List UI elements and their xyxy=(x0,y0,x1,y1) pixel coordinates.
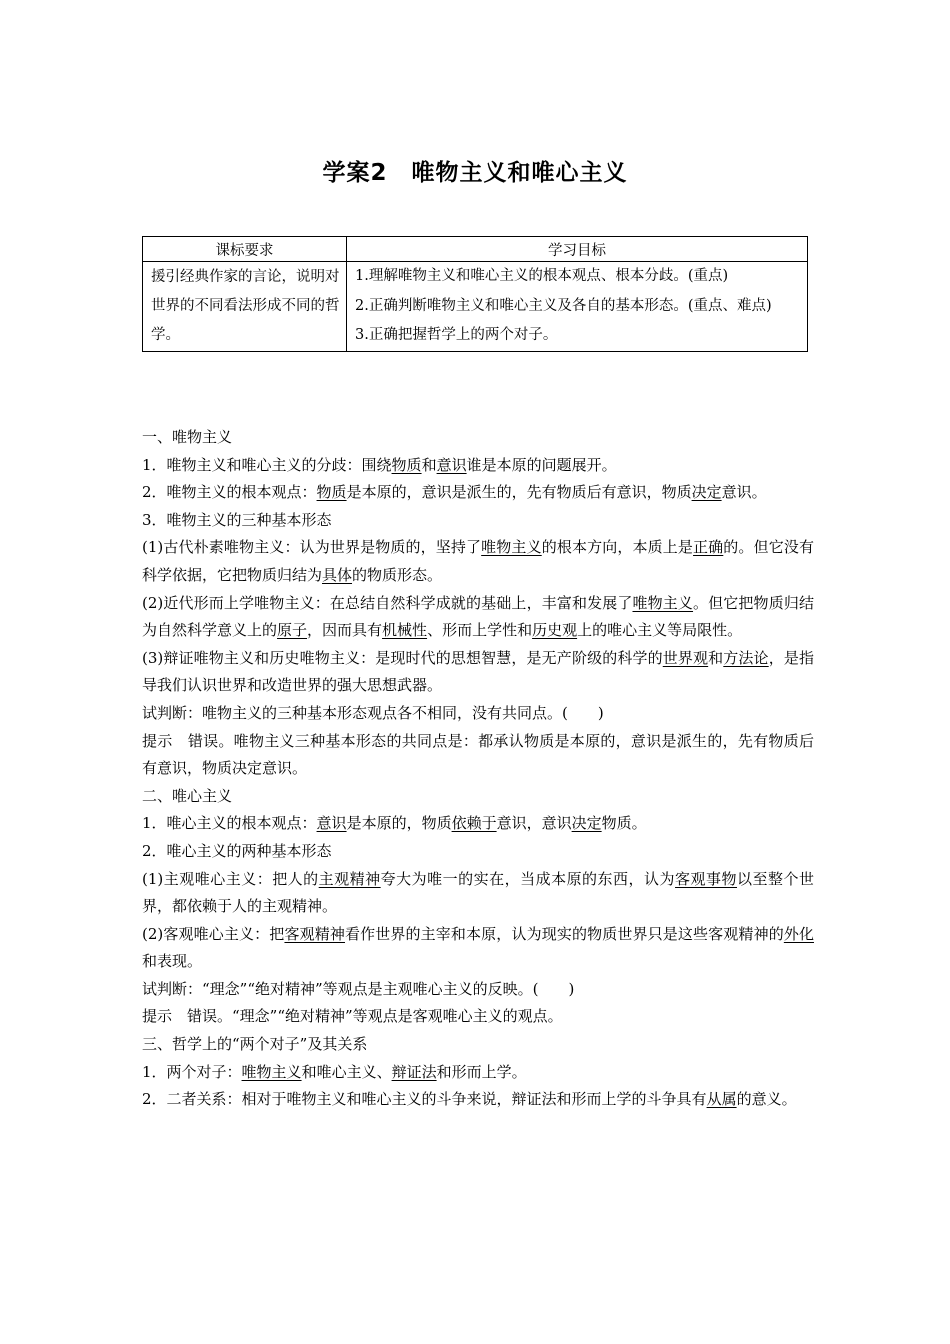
text-run: 。但它把物质归结为自然科学意义上的 xyxy=(142,593,814,640)
text-run: (3)辩证唯物主义和历史唯物主义：是现时代的思想智慧，是无产阶级的科学的 xyxy=(142,648,663,667)
underlined-answer: 决定 xyxy=(691,483,722,502)
table-header-row xyxy=(143,237,808,262)
underlined-answer: 唯物主义 xyxy=(241,1062,302,1081)
underlined-answer: 唯物主义 xyxy=(632,593,694,612)
text-run: 物质。 xyxy=(601,814,647,833)
underlined-answer: 从属 xyxy=(706,1090,737,1109)
underlined-answer: 依赖于 xyxy=(451,814,497,833)
paragraph xyxy=(142,866,814,921)
goal-item: 1.理解唯物主义和唯心主义的根本观点、根本分歧。(重点) xyxy=(355,268,729,284)
table-row xyxy=(143,262,808,352)
text-run: ，是指导我们认识世界和改造世界的强大思想武器。 xyxy=(142,648,814,695)
underlined-answer: 客观精神 xyxy=(284,924,345,943)
paragraph xyxy=(142,700,814,728)
text-run: 意识，意识 xyxy=(496,814,572,833)
text-run: (2)近代形而上学唯物主义：在总结自然科学成就的基础上，丰富和发展了 xyxy=(142,593,633,612)
paragraph xyxy=(142,728,814,783)
paragraph xyxy=(142,590,814,645)
text-run: 2．唯心主义的两种基本形态 xyxy=(142,841,332,860)
underlined-answer: 具体 xyxy=(322,565,353,584)
paragraph xyxy=(142,1059,814,1087)
text-run: 试判断：“理念”“绝对精神”等观点是主观唯心主义的反映。( ) xyxy=(142,979,575,998)
text-run: 、形而上学性和 xyxy=(427,621,533,640)
text-run: 和形而上学。 xyxy=(436,1062,527,1081)
text-run: 和 xyxy=(708,648,724,667)
goal-item: 2.正确判断唯物主义和唯心主义及各自的基本形态。(重点、难点) xyxy=(355,297,772,314)
text-run: 的物质形态。 xyxy=(352,565,443,584)
header-goals: 学习目标 xyxy=(347,237,808,262)
paragraph xyxy=(142,424,814,452)
paragraph xyxy=(142,534,814,589)
underlined-answer: 意识 xyxy=(436,455,467,474)
underlined-answer: 主观精神 xyxy=(318,869,381,888)
text-run: 2．二者关系：相对于唯物主义和唯心主义的斗争来说，辩证法和形而上学的斗争具有 xyxy=(142,1090,707,1109)
page-title: 学案2 唯物主义和唯心主义 xyxy=(322,160,628,186)
text-run: 1．两个对子： xyxy=(142,1062,242,1081)
text-run: (1)主观唯心主义：把人的 xyxy=(142,869,319,888)
text-run: 1．唯心主义的根本观点： xyxy=(142,814,317,833)
paragraph xyxy=(142,838,814,866)
underlined-answer: 历史观 xyxy=(532,621,578,640)
header-requirement: 课标要求 xyxy=(143,237,347,262)
text-run: ，因而具有 xyxy=(307,621,383,640)
paragraph xyxy=(142,1031,814,1059)
underlined-answer: 机械性 xyxy=(382,621,428,640)
underlined-answer: 外化 xyxy=(783,924,814,943)
underlined-answer: 物质 xyxy=(316,483,347,502)
text-run: 的意义。 xyxy=(736,1090,797,1109)
underlined-answer: 意识 xyxy=(316,814,347,833)
text-run: 提示 错误。“理念”“绝对精神”等观点是客观唯心主义的观点。 xyxy=(142,1007,563,1026)
paragraph xyxy=(142,479,814,507)
paragraph xyxy=(142,921,814,976)
text-run: 谁是本原的问题展开。 xyxy=(466,455,617,474)
text-run: 的根本方向，本质上是 xyxy=(541,538,694,557)
underlined-answer: 唯物主义 xyxy=(481,538,542,557)
paragraph xyxy=(142,507,814,535)
text-run: 和 xyxy=(421,455,437,474)
text-run: 2．唯物主义的根本观点： xyxy=(142,483,317,502)
paragraph xyxy=(142,645,814,700)
paragraph xyxy=(142,1086,814,1114)
document-body xyxy=(142,424,814,1114)
text-run: 3．唯物主义的三种基本形态 xyxy=(142,510,332,529)
text-run: 二、唯心主义 xyxy=(142,786,233,805)
underlined-answer: 原子 xyxy=(277,621,308,640)
text-run: 意识。 xyxy=(721,483,767,502)
text-run: 提示 错误。唯物主义三种基本形态的共同点是：都承认物质是本原的，意识是派生的，先有物质后有意识，物质决定意识。 xyxy=(142,731,814,778)
underlined-answer: 方法论 xyxy=(723,648,769,667)
underlined-answer: 辩证法 xyxy=(391,1062,437,1081)
underlined-answer: 客观事物 xyxy=(675,869,738,888)
text-run: 看作世界的主宰和本原，认为现实的物质世界只是这些客观精神的 xyxy=(344,924,784,943)
text-run: (1)古代朴素唯物主义：认为世界是物质的，坚持了 xyxy=(142,538,482,557)
underlined-answer: 决定 xyxy=(571,814,602,833)
text-run: (2)客观唯心主义：把 xyxy=(142,924,285,943)
paragraph xyxy=(142,452,814,480)
text-run: 的。但它没有科学依据，它把物质归结为 xyxy=(142,538,814,584)
text-run: 一、唯物主义 xyxy=(142,428,233,446)
text-run: 和表现。 xyxy=(142,952,203,971)
goals-cell xyxy=(347,262,808,352)
text-run: 试判断：唯物主义的三种基本形态观点各不相同，没有共同点。( ) xyxy=(142,703,604,722)
text-run: 上的唯心主义等局限性。 xyxy=(577,621,743,640)
text-run: 夸大为唯一的实在，当成本原的东西，认为 xyxy=(380,869,676,888)
paragraph xyxy=(142,810,814,838)
text-run: 1．唯物主义和唯心主义的分歧：围绕 xyxy=(142,455,392,474)
paragraph xyxy=(142,976,814,1004)
goal-item: 3.正确把握哲学上的两个对子。 xyxy=(355,327,558,343)
paragraph xyxy=(142,1003,814,1031)
underlined-answer: 正确 xyxy=(693,538,724,557)
underlined-answer: 世界观 xyxy=(662,648,709,667)
text-run: 以至整个世界，都依赖于人的主观精神。 xyxy=(142,869,814,916)
text-run: 和唯心主义、 xyxy=(301,1062,392,1081)
text-run: 是本原的，物质 xyxy=(346,814,452,833)
requirement-cell: 援引经典作家的言论，说明对世界的不同看法形成不同的哲学。 xyxy=(143,262,347,352)
text-run: 是本原的，意识是派生的，先有物质后有意识，物质 xyxy=(346,483,692,502)
text-run: 三、哲学上的“两个对子”及其关系 xyxy=(142,1035,368,1054)
paragraph xyxy=(142,783,814,811)
underlined-answer: 物质 xyxy=(391,455,422,474)
requirements-table xyxy=(142,236,808,352)
